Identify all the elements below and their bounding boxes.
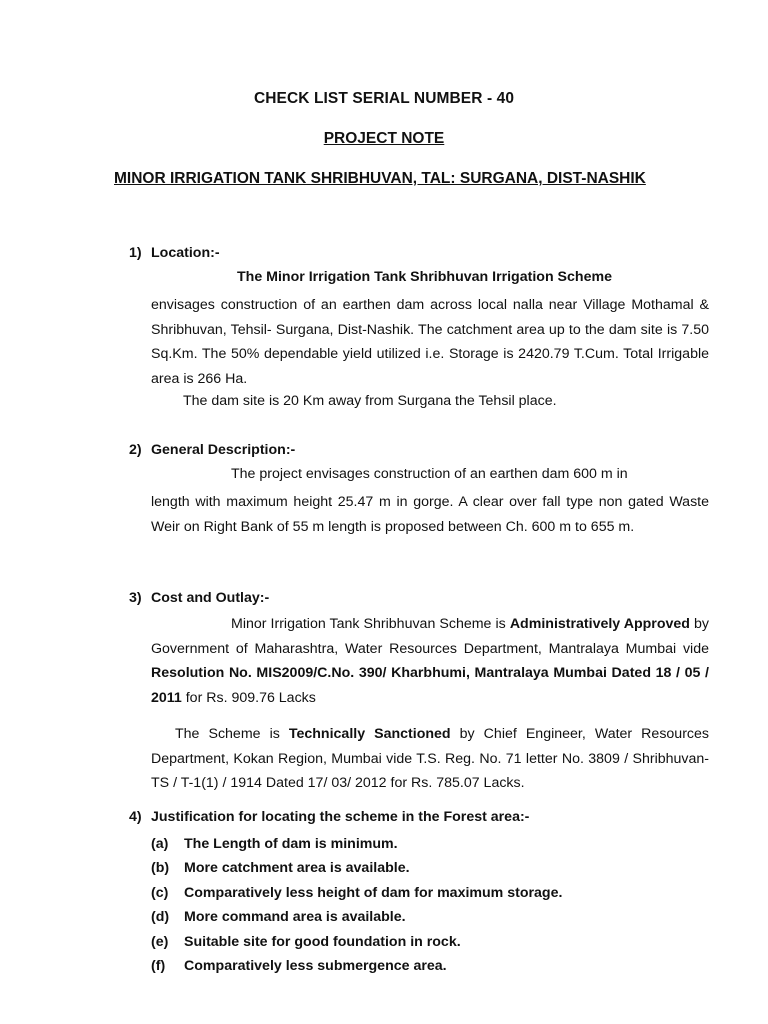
list-item-text: Suitable site for good foundation in rock.: [184, 933, 461, 950]
location-paragraph: envisages construction of an earthen dam across local nalla near Village Mothamal & Shribhuvan, Tehsil- Surgana, Dist-Nashik. The catchment area up to the dam site is 7.50 Sq.Km. The 50% dependable yield utilized i.e. Storage is 2420.79 T.Cum. Total Irrigable area is 266 Ha.: [151, 297, 709, 387]
list-item: [151, 954, 562, 978]
justification-list: [151, 832, 562, 978]
section-title-text: General Description:-: [151, 442, 296, 458]
section-title-text: Justification for locating the scheme in the Forest area:-: [151, 809, 530, 825]
section-location-title: [129, 245, 220, 261]
list-item-text: Comparatively less height of dam for maximum storage.: [184, 884, 563, 901]
technically-sanctioned-text: Technically Sanctioned: [288, 726, 451, 742]
list-item-text: The Length of dam is minimum.: [184, 836, 398, 852]
list-item-text: More catchment area is available.: [184, 860, 410, 877]
list-item-label: (b): [151, 860, 170, 877]
section-number: 2): [129, 442, 142, 458]
section-general-title: [129, 442, 295, 458]
project-note-heading: PROJECT NOTE: [323, 130, 445, 147]
location-distance-line: The dam site is 20 Km away from Surgana the Tehsil place.: [183, 393, 557, 409]
section-number: 3): [129, 590, 142, 606]
checklist-serial-heading: CHECK LIST SERIAL NUMBER - 40: [253, 90, 515, 107]
section-title-text: Location:-: [151, 245, 220, 261]
technical-sanction-text-c: by Chief Engineer, Water Resources Department, Kokan Region, Mumbai vide T.S. Reg. No. 71 letter No. 3809 / Shribhuvan-TS / T-1(1) / 1914 Dated 17/ 03/ 2012 for Rs. 785.07 Lacks.: [151, 726, 709, 791]
list-item-label: (a): [151, 836, 169, 852]
list-item-label: (e): [151, 933, 169, 950]
cost-approval-paragraph: [151, 612, 709, 710]
list-item-label: (c): [151, 884, 169, 901]
section-justification-title: [129, 809, 529, 825]
project-title-heading: MINOR IRRIGATION TANK SHRIBHUVAN, TAL: SURGANA, DIST-NASHIK: [114, 170, 646, 187]
list-item: [151, 905, 562, 929]
list-item: [151, 881, 562, 905]
technical-sanction-paragraph: [151, 722, 709, 796]
list-item-text: Comparatively less submergence area.: [184, 957, 447, 974]
list-item-label: (f): [151, 957, 166, 974]
technical-sanction-text-a: The Scheme is: [175, 726, 280, 742]
cost-approval-text-c: by Government of Maharashtra, Water Resources Department, Mantralaya Mumbai vide: [151, 616, 709, 657]
location-lead-line: The Minor Irrigation Tank Shribhuvan Irrigation Scheme: [237, 269, 612, 285]
administratively-approved-text: Administratively Approved: [509, 616, 690, 632]
section-number: 4): [129, 809, 142, 825]
section-number: 1): [129, 245, 142, 261]
list-item-label: (d): [151, 909, 170, 926]
cost-approval-amount: for Rs. 909.76 Lacks: [185, 689, 316, 706]
list-item: [151, 832, 562, 856]
general-lead-line: The project envisages construction of an earthen dam 600 m in: [231, 466, 628, 482]
section-cost-title: [129, 590, 269, 606]
resolution-text: Resolution No. MIS2009/C.No. 390/ Kharbhumi, Mantralaya Mumbai Dated 18 / 05 / 2011: [151, 665, 709, 706]
list-item-text: More command area is available.: [184, 909, 406, 926]
list-item: [151, 930, 562, 954]
cost-approval-text-a: Minor Irrigation Tank Shribhuvan Scheme is: [231, 616, 506, 632]
general-paragraph: length with maximum height 25.47 m in gorge. A clear over fall type non gated Waste Weir on Right Bank of 55 m length is proposed between Ch. 600 m to 655 m.: [151, 494, 709, 535]
section-title-text: Cost and Outlay:-: [151, 590, 270, 606]
list-item: [151, 856, 562, 880]
